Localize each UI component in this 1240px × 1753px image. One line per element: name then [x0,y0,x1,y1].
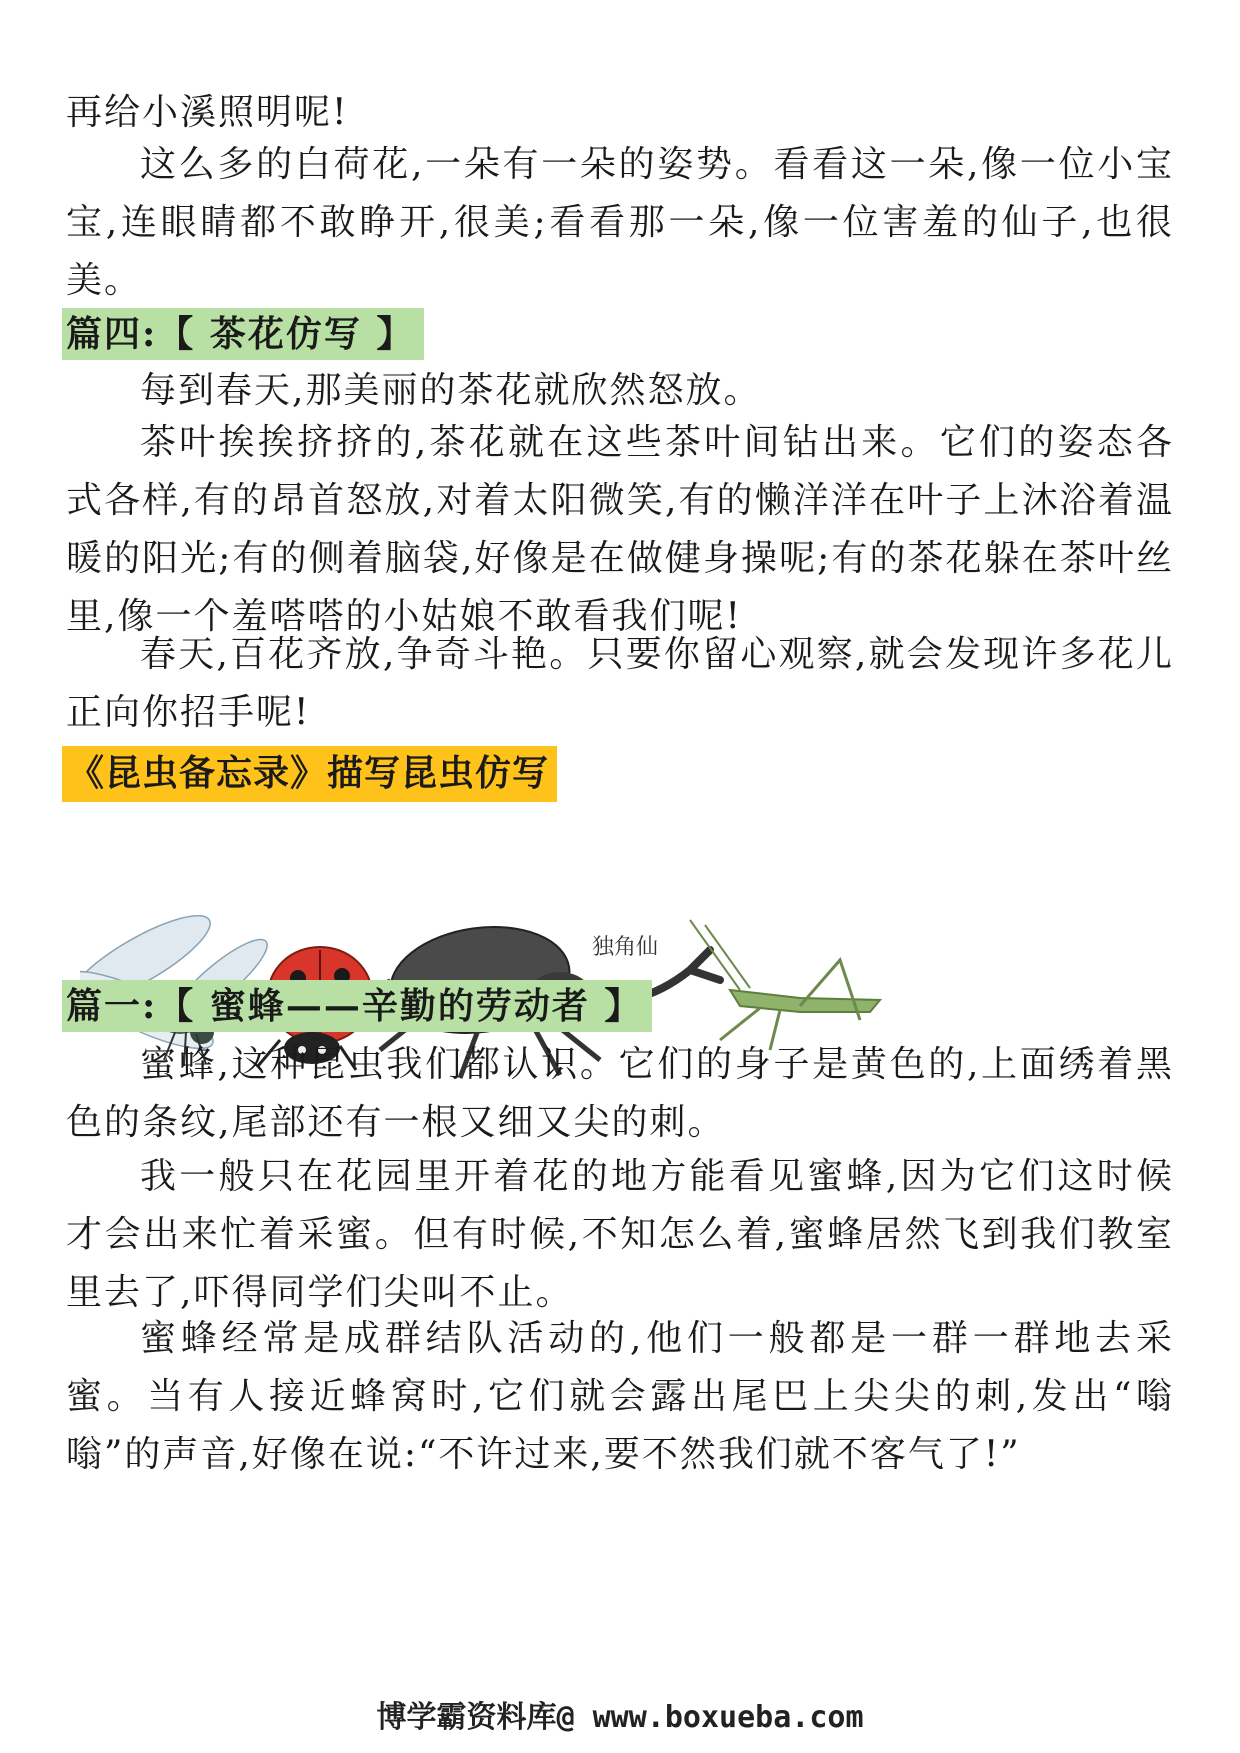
paragraph: 蜜蜂,这种昆虫我们都认识。它们的身子是黄色的,上面绣着黑色的条纹,尾部还有一根又细又尖的刺。 [66,1044,1174,1143]
paragraph: 茶叶挨挨挤挤的,茶花就在这些茶叶间钻出来。它们的姿态各式各样,有的昂首怒放,对着太阳微笑,有的懒洋洋在叶子上沐浴着温暖的阳光;有的侧着脑袋,好像是在做健身操呢;有的茶花躲在茶叶丝里,像一个羞嗒嗒的小姑娘不敢看我们呢! [66,422,1174,637]
grasshopper-illustration [690,920,880,1050]
paragraph: 每到春天,那美丽的茶花就欣然怒放。 [140,370,762,411]
paragraph: 这么多的白荷花,一朵有一朵的姿势。看看这一朵,像一位小宝宝,连眼睛都不敢睁开,很美;看看那一朵,像一位害羞的仙子,也很美。 [66,144,1174,301]
insect-image-label: 独角仙 [592,935,659,960]
paragraph: 春天,百花齐放,争奇斗艳。只要你留心观察,就会发现许多花儿正向你招手呢! [66,634,1174,733]
paragraph: 我一般只在花园里开着花的地方能看见蜜蜂,因为它们这时候才会出来忙着采蜜。但有时候,不知怎么着,蜜蜂居然飞到我们教室里去了,吓得同学们尖叫不止。 [66,1156,1174,1313]
section-heading: 篇一:【 蜜蜂——辛勤的劳动者 】 [62,980,652,1032]
paragraph: 蜜蜂经常是成群结队活动的,他们一般都是一群一群地去采蜜。当有人接近蜂窝时,它们就会露出尾巴上尖尖的刺,发出“嗡嗡”的声音,好像在说:“不许过来,要不然我们就不客气了!” [66,1318,1174,1475]
paragraph: 再给小溪照明呢! [66,92,349,133]
section-heading: 篇四:【 茶花仿写 】 [62,308,424,360]
footer-watermark: 博学霸资料库@ www.boxueba.com [376,1700,864,1735]
insect-section-title: 《昆虫备忘录》描写昆虫仿写 [62,746,557,802]
